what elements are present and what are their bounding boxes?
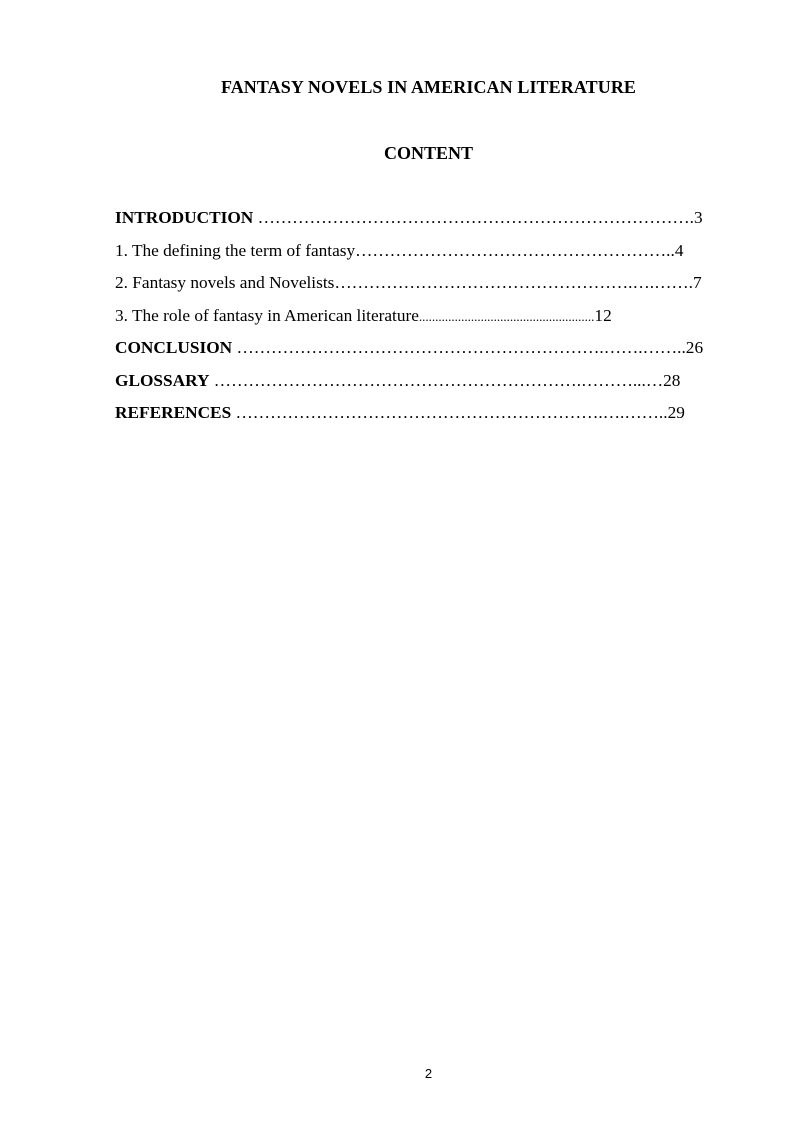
document-title: FANTASY NOVELS IN AMERICAN LITERATURE [220,77,637,97]
toc-entry-defining-term[interactable] [115,238,737,271]
toc-entry-page: 29 [667,403,685,422]
toc-entry-label: GLOSSARY [115,370,210,390]
toc-entry-label: 2. Fantasy novels and Novelists [115,273,335,292]
toc-entry-label: 1. The defining the term of fantasy [115,240,356,260]
toc-entry-leader: ……………………………………………………….………...… [209,370,664,390]
page-number: 2 [424,1066,433,1081]
toc-entry-role-of-fantasy[interactable] [115,303,737,336]
toc-entry-leader: ……………………………………………………….….…….. [231,403,668,422]
toc-entry-fantasy-novels[interactable] [115,270,737,303]
toc-entry-page: 28 [663,370,681,390]
toc-entry-leader: ……………………………………………………….…….…….. [232,338,686,357]
toc-entry-page: 12 [594,305,612,325]
toc-entry-leader: ...................................................... [418,308,595,324]
table-of-contents [115,205,737,433]
contents-heading: CONTENT [383,143,473,163]
toc-entry-leader: ……………………………………………….. [355,240,675,260]
toc-entry-page: 4 [674,240,684,260]
toc-entry-page: 3 [693,208,703,227]
toc-entry-page: 26 [685,338,704,357]
toc-entry-label: 3. The role of fantasy in American literature [115,305,419,325]
toc-entry-leader: …………………………………………….….……. [334,273,693,292]
toc-entry-conclusion[interactable] [115,335,737,368]
toc-entry-label: INTRODUCTION [115,208,254,227]
toc-entry-references[interactable] [115,400,737,433]
toc-entry-page: 7 [692,273,702,292]
toc-entry-glossary[interactable] [115,368,737,401]
toc-entry-introduction[interactable] [115,205,737,238]
toc-entry-leader: …………………………………………………………………. [253,208,694,227]
toc-entry-label: CONCLUSION [115,338,233,357]
toc-entry-label: REFERENCES [115,403,232,422]
